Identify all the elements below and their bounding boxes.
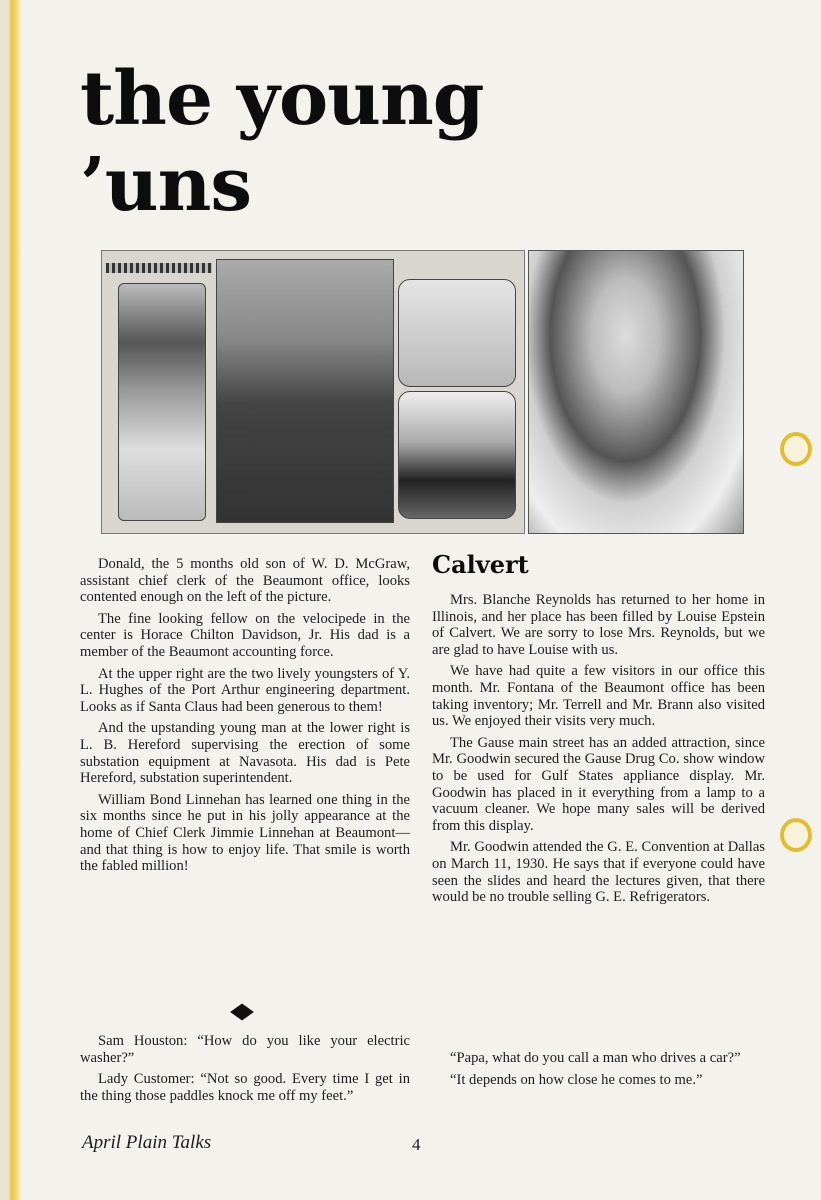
joke-line: Sam Houston: “How do you like your electric washer?” — [80, 1033, 410, 1066]
joke-right — [432, 1050, 765, 1093]
page-title-line-1: the young — [80, 56, 484, 142]
photo-children-with-toys — [398, 279, 516, 387]
joke-line: Lady Customer: “Not so good. Every time I get in the thing those paddles knock me off my feet.” — [80, 1071, 410, 1104]
photo-collage — [101, 250, 525, 534]
paragraph: Donald, the 5 months old son of W. D. McGraw, assistant chief clerk of the Beaumont office, looks contented enough on the left of the picture. — [80, 556, 410, 606]
binder-hole — [780, 432, 812, 466]
photo-baby-donald — [118, 283, 206, 521]
paragraph: Mrs. Blanche Reynolds has returned to her home in Illinois, and her place has been filled by Louise Epstein of Calvert. We are sorry to lose Mrs. Reynolds, but we are glad to have Louise with us. — [432, 592, 765, 658]
paragraph: At the upper right are the two lively youngsters of Y. L. Hughes of the Port Arthur engineering department. Looks as if Santa Claus had been generous to them! — [80, 665, 410, 715]
photo-boy-on-velocipede — [216, 259, 394, 523]
section-heading-calvert: Calvert — [432, 550, 529, 579]
page-number: 4 — [412, 1135, 421, 1154]
footer-publication: April Plain Talks — [82, 1132, 212, 1153]
paragraph: The fine looking fellow on the velocipede in the center is Horace Chilton Davidson, Jr. His dad is a member of the Beaumont accounting force. — [80, 610, 410, 660]
diamond-separator-icon — [230, 1004, 254, 1021]
paragraph: We have had quite a few visitors in our office this month. Mr. Fontana of the Beaumont office has been taking inventory; Mr. Terrell and Mr. Brann also visited us. We enjoyed their visits very much. — [432, 663, 765, 730]
binding-edge — [0, 0, 22, 1200]
left-column — [80, 556, 410, 880]
right-column — [432, 592, 765, 911]
paragraph: Mr. Goodwin attended the G. E. Convention at Dallas on March 11, 1930. He says that if everyone could have seen the slides and heard the lectures given, that there would be no trouble selling G. E. Refrigerators. — [432, 839, 765, 906]
photo-substation-truck — [398, 391, 516, 519]
joke-line: “Papa, what do you call a man who drives a car?” — [450, 1050, 741, 1066]
decorative-border — [106, 263, 212, 273]
binder-hole — [780, 818, 812, 852]
page-title-line-2: ’uns — [80, 142, 252, 228]
photo-baby-william — [528, 250, 744, 534]
paragraph: And the upstanding young man at the lower right is L. B. Hereford supervising the erection of some substation equipment at Navasota. His dad is Pete Hereford, substation superintendent. — [80, 720, 410, 787]
joke-left — [80, 1033, 410, 1109]
joke-line: “It depends on how close he comes to me.” — [450, 1071, 703, 1088]
paragraph: The Gause main street has an added attraction, since Mr. Goodwin secured the Gause Drug Co. show window to be used for Gulf States appliance display. Mr. Goodwin has placed in it everything from a lamp to a vacuum cleaner. We hope many sales will be derived from this display. — [432, 734, 765, 834]
paragraph: William Bond Linnehan has learned one thing in the six months since he put in his jolly appearance at the home of Chief Clerk Jimmie Linnehan at Beaumont—and that thing is how to enjoy life. That smile is worth the fabled million! — [80, 791, 410, 875]
